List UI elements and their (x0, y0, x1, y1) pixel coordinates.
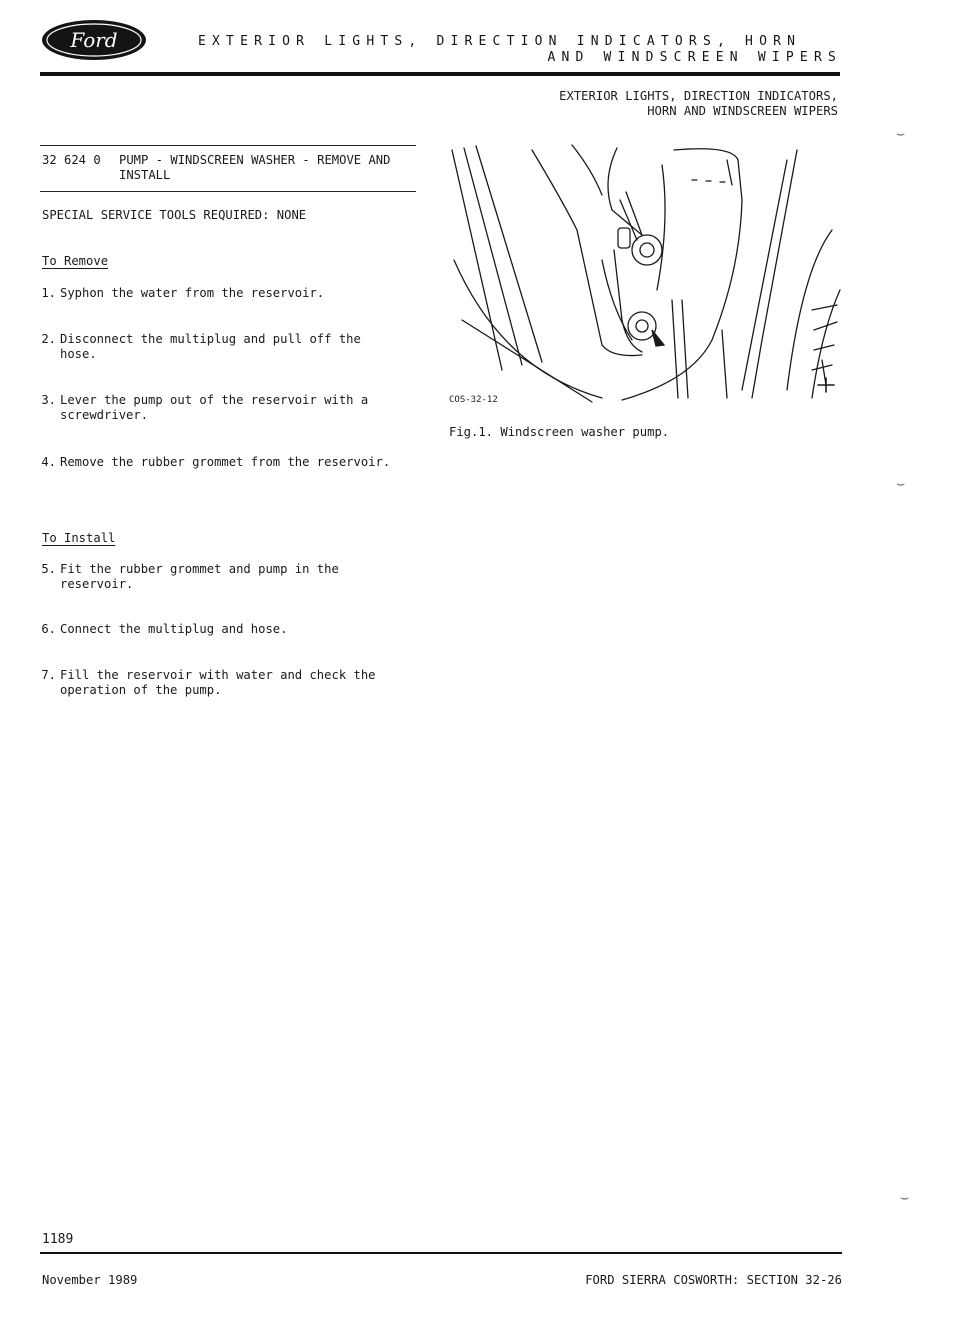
install-heading: To Install (42, 531, 116, 545)
operation-title-line2: INSTALL (119, 168, 171, 182)
step-number: 4. (41, 455, 56, 469)
step-number: 6. (41, 622, 56, 636)
remove-step-3 (30, 393, 410, 423)
step-text: Disconnect the multiplug and pull off the hose. (60, 332, 361, 361)
install-step-5 (30, 562, 410, 592)
step-number: 5. (41, 562, 56, 576)
step-text: Syphon the water from the reservoir. (60, 286, 325, 300)
remove-heading: To Remove (42, 254, 109, 268)
operation-bottom-rule (40, 191, 416, 192)
footer-section: FORD SIERRA COSWORTH: SECTION 32-26 (585, 1273, 842, 1287)
operation-title-line1: PUMP - WINDSCREEN WASHER - REMOVE AND (119, 153, 391, 167)
operation-top-rule (40, 145, 416, 146)
step-text: Fit the rubber grommet and pump in the reservoir. (60, 562, 339, 591)
margin-mark: ⌣ (896, 126, 906, 142)
operation-number: 32 624 0 (42, 153, 101, 167)
step-number: 7. (41, 668, 56, 682)
special-tools-note: SPECIAL SERVICE TOOLS REQUIRED: NONE (42, 208, 307, 222)
chapter-subtitle-line1: EXTERIOR LIGHTS, DIRECTION INDICATORS, (559, 89, 838, 103)
footer-date: November 1989 (42, 1273, 138, 1287)
margin-mark: ⌣ (900, 1190, 910, 1206)
install-step-6 (30, 622, 410, 637)
step-text: Lever the pump out of the reservoir with a screwdriver. (60, 393, 369, 422)
figure-code: COS-32-12 (449, 395, 498, 405)
remove-step-1 (30, 286, 410, 301)
step-text: Fill the reservoir with water and check the operation of the pump. (60, 668, 376, 697)
operation-title (119, 153, 419, 183)
chapter-subtitle-line2: HORN AND WINDSCREEN WIPERS (647, 104, 838, 118)
step-text: Remove the rubber grommet from the reservoir. (60, 455, 391, 469)
remove-step-4 (30, 455, 430, 470)
remove-step-2 (30, 332, 410, 362)
figure-caption: Fig.1. Windscreen washer pump. (449, 425, 670, 439)
step-number: 2. (41, 332, 56, 346)
logo-lettering: Ford (70, 28, 118, 52)
step-number: 1. (41, 286, 56, 300)
page-number: 1189 (42, 1232, 74, 1247)
step-number: 3. (41, 393, 56, 407)
header-title-line2: AND WINDSCREEN WIPERS (547, 50, 842, 65)
header-rule (40, 72, 840, 76)
margin-mark: ⌣ (896, 476, 906, 492)
chapter-subtitle (559, 89, 838, 119)
install-step-7 (30, 668, 410, 698)
footer-rule (40, 1252, 842, 1254)
ford-logo (40, 18, 148, 62)
header-title-line1: EXTERIOR LIGHTS, DIRECTION INDICATORS, HORN (198, 34, 802, 49)
washer-pump-illustration (442, 140, 842, 405)
step-text: Connect the multiplug and hose. (60, 622, 288, 636)
